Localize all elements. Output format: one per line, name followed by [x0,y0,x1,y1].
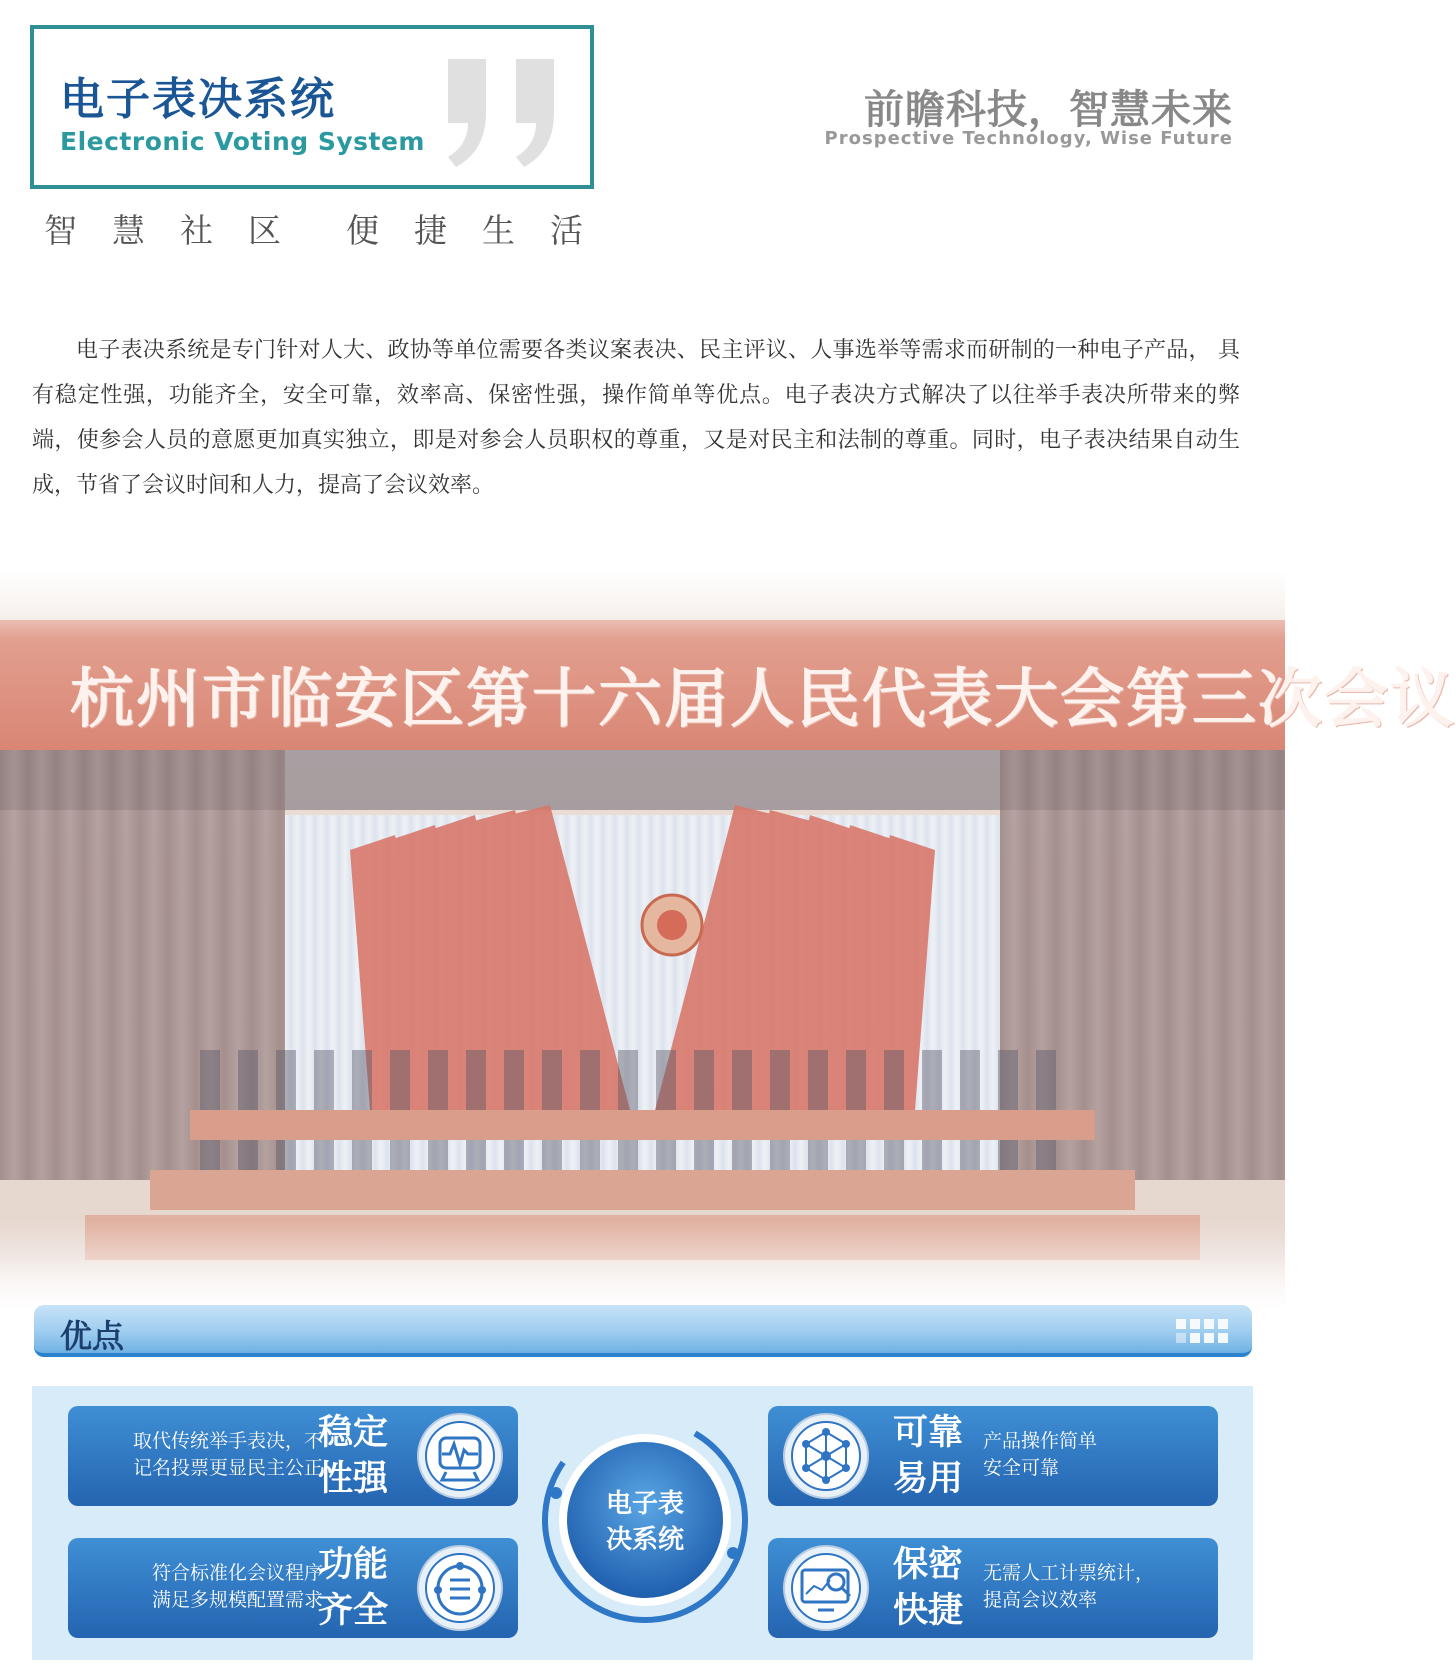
motto-cn: 前瞻科技，智慧未来 [864,87,1233,133]
section-header [34,1305,1252,1357]
advantage-card-stability [68,1406,518,1506]
slogan-char: 捷 [414,211,482,250]
slogan-char: 慧 [112,211,180,250]
title-box [30,25,594,189]
section-title: 优点 [60,1317,125,1355]
grid-decoration-icon [1174,1317,1234,1345]
card-description: 取代传统举手表决，不 记名投票更显民主公正 [132,1430,323,1479]
conference-photo [0,570,1456,1310]
banner-text: 杭州市临安区第十六届人民代表大会第三次会议 [70,663,1456,737]
title-cn: 电子表决系统 [60,74,336,125]
card-heading: 稳定 性强 [318,1413,389,1499]
slogan-char: 区 [248,211,316,250]
slogan-char: 生 [482,211,550,250]
center-label: 电子表 决系统 [605,1489,684,1555]
advantage-card-functionality [68,1538,518,1638]
card-heading: 可靠 易用 [893,1413,964,1499]
card-description: 无需人工计票统计， 提高会议效率 [983,1562,1155,1611]
advantage-card-reliability [768,1406,1218,1506]
card-heading: 功能 齐全 [318,1545,389,1631]
slogan-left [44,205,618,252]
advantage-card-security [768,1538,1218,1638]
slogan-char: 便 [346,211,414,250]
slogan-char: 活 [550,211,618,250]
title-en: Electronic Voting System [60,127,425,156]
card-description: 符合标准化会议程序 满足多规模配置需求 [151,1562,323,1611]
intro-paragraph: 电子表决系统是专门针对人大、政协等单位需要各类议案表决、民主评议、人事选举等需求而研制的一种电子产品， 具有稳定性强，功能齐全，安全可靠，效率高、保密性强，操作简单等优点。电子表决方式解决了以往举手表决所带来的弊端，使参会人员的意愿更加真实独立，即是对参会人员职权的尊重，又是对民主和法制的尊重。同时，电子表决结果自动生成，节省了会议时间和人力，提高了会议效率。 [32,338,1240,498]
card-heading: 保密 快捷 [893,1545,964,1631]
quote-mark-icon [434,51,574,171]
network-cube-icon [782,1412,870,1500]
list-cycle-icon [416,1544,504,1632]
slogan-char: 智 [44,211,112,250]
motto-en: Prospective Technology, Wise Future [824,128,1233,149]
analytics-monitor-icon [782,1544,870,1632]
heartbeat-monitor-icon [416,1412,504,1500]
slogan-char: 社 [180,211,248,250]
card-description: 产品操作简单 安全可靠 [983,1430,1098,1479]
